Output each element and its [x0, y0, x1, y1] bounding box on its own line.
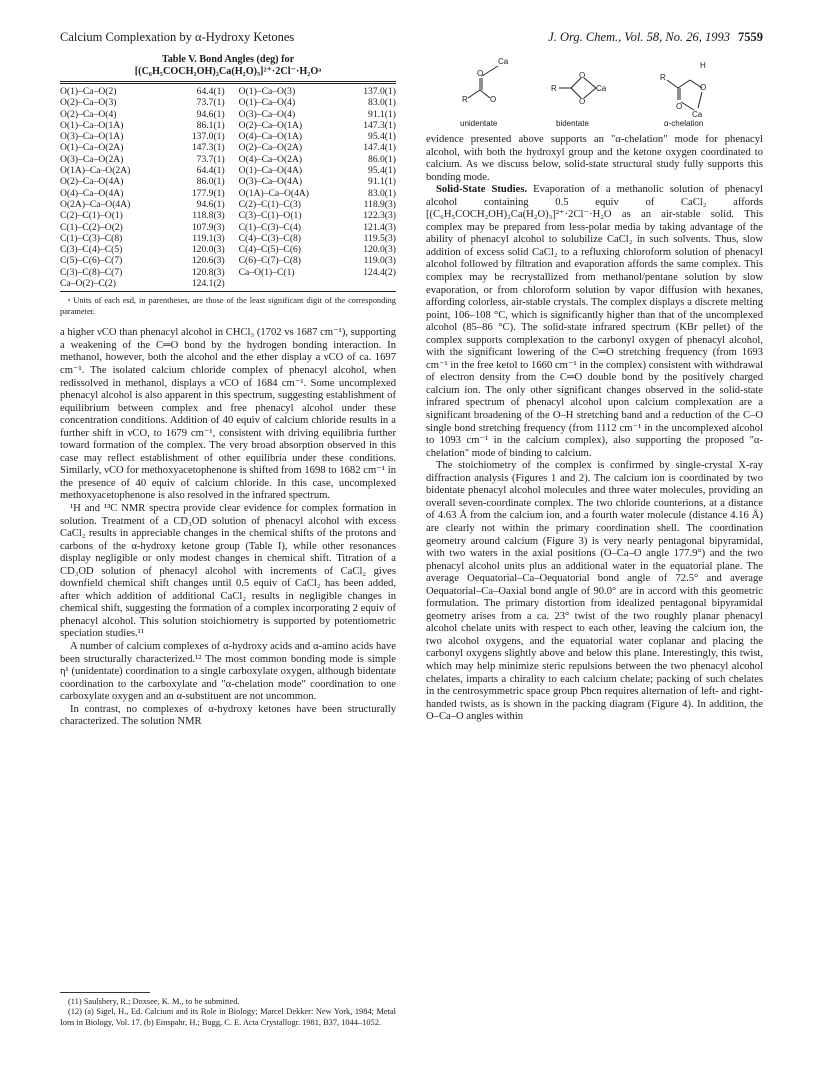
angle-name: Ca–O(1)–C(1) — [238, 266, 295, 278]
running-title: Calcium Complexation by α-Hydroxy Ketones — [60, 30, 295, 44]
angle-name: C(3)–C(8)–C(7) — [60, 266, 123, 278]
angle-value: 120.0(3) — [191, 244, 225, 256]
angle-name: C(3)–C(4)–C(5) — [60, 244, 123, 256]
angle-name: C(6)–C(7)–C(8) — [238, 255, 302, 267]
table-bottom-rule — [60, 291, 396, 292]
angle-name: O(1)–Ca–O(2) — [60, 86, 117, 97]
angle-name: O(3)–Ca–O(4) — [238, 108, 296, 120]
table-row — [60, 199, 396, 210]
angle-value: 147.3(1) — [363, 119, 396, 131]
angle-name: O(2)–Ca–O(4) — [60, 108, 117, 120]
angle-name: C(1)–C(2)–O(2) — [60, 221, 123, 233]
oxygen-label: O — [490, 95, 497, 104]
r-group-label: R — [660, 73, 666, 82]
angle-name: O(1)–Ca–O(1A) — [60, 119, 124, 131]
angle-name: O(1)–Ca–O(4) — [238, 97, 296, 109]
angle-value: 86.0(1) — [196, 176, 225, 188]
oxygen-label: O — [579, 71, 586, 80]
binding-mode-scheme — [426, 52, 763, 132]
angle-value: 121.4(3) — [363, 221, 396, 233]
table-row — [60, 188, 396, 199]
paragraph: In contrast, no complexes of α-hydroxy ketones have been structurally characterized. The solution NMR — [60, 703, 396, 728]
table-row — [60, 97, 396, 108]
angle-name: O(4)–Ca–O(1A) — [238, 131, 303, 143]
table-row — [60, 255, 396, 266]
angle-value: 120.8(3) — [191, 266, 225, 278]
paragraph: The stoichiometry of the complex is confirmed by single-crystal X-ray diffraction analysis (Figures 1 and 2). The calcium ion is coordinated by two bidentate phenacyl alcohol molecules and three water molecules, providing an overall seven-coordinate complex. The two chloride counterions, at a distance of 4.63 Å from the calcium ion, and a fourth water molecule (distance 4.16 Å) are clearly not within the primary coordination shell. The coordination geometry around calcium (Figure 3) is very nearly pentagonal bipyramidal, with two waters in the axial positions (O–Ca–O angle 177.9°) and the two phenacyl alcohol units plus an additional water in the equatorial plane. The average Oequatorial–Ca–Oequatorial bond angle of 72.5° and average Oequatorial–Ca–Oaxial bond angle of 90.0° are in accord with this geometric formulation. The primary distortion from idealized pentagonal bipyramidal geometry arises from a ca. 23° twist of the two roughly planar phenacyl alcohol chelate units with respect to each other, leaving the calcium ion, the two alcohol oxygens, and the equatorial water coplanar and placing the carbonyl oxygens slightly above and below this plane. Interestingly, this twist, which may help minimize steric repulsions between the two phenacyl alcohol chelates, imparts a chirality to each calcium chelate; packing of such chelates in the centrosymmetric space group Pbcn requires alternation of left- and right-handed twists, as is shown in the packing diagram (Figure 4). In addition, the O–Ca–O angles within — [426, 460, 763, 723]
references — [60, 992, 396, 1028]
angle-value: 95.4(1) — [368, 131, 396, 143]
right-body-text — [426, 134, 763, 724]
angle-value: 83.0(1) — [368, 187, 396, 199]
angle-value: 119.1(3) — [192, 232, 225, 244]
angle-name: C(2)–C(1)–C(3) — [238, 198, 302, 210]
angle-value: 120.6(3) — [191, 255, 225, 267]
oxygen-label: O — [700, 83, 707, 92]
angle-value: 73.7(1) — [196, 153, 225, 165]
angle-value: 122.3(3) — [363, 210, 396, 222]
paragraph: a higher νCO than phenacyl alcohol in CHCl₃ (1702 vs 1687 cm⁻¹), supporting a weakening of the C═O bond by the hydrogen bonding interaction. In methanol, however, both the alcohol and the ether display a νCO of ca. 1697 cm⁻¹. The isolated calcium chloride complex of phenacyl alcohol, when redissolved in methanol, displays a νCO of 1684 cm⁻¹. Some uncomplexed phenacyl alcohol is also apparent in this spectrum, suggesting establishment of equilibrium between complex and free phenacyl alcohol under these concentration conditions. Addition of 40 equiv of calcium chloride results in a further shift in νCO, to 1679 cm⁻¹, consistent with driving equilibria further toward formation of the complex. The very broad absorption observed in this case may reflect establishment of other equilibria under these conditions. Similarly, νCO for methoxyacetophenone is shifted from 1698 to 1682 cm⁻¹ in the presence of 40 equiv of calcium chloride. In this case, uncomplexed methoxyacetophenone is also resolved in the infrared spectrum. — [60, 327, 396, 502]
table-row — [60, 210, 396, 221]
angle-name: C(1)–C(3)–C(4) — [238, 221, 302, 233]
table-row — [60, 244, 396, 255]
angle-name: O(2)–Ca–O(3) — [60, 97, 117, 109]
angle-value: 137.0(1) — [191, 131, 225, 143]
angle-value: 91.1(1) — [368, 108, 396, 120]
angle-name: C(2)–C(1)–O(1) — [60, 210, 123, 222]
angle-name: O(3)–Ca–O(4A) — [238, 176, 303, 188]
angle-name: C(5)–C(6)–C(7) — [60, 255, 123, 267]
table-top-rule — [60, 81, 396, 84]
reference-12: (12) (a) Sigel, H., Ed. Calcium and its Role in Biology; Marcel Dekker: New York, 1984; Metal Ions in Biology, Vol. 17. (b) Einspahr, H.; Bugg, C. E. Acta Crystallogr. 1981, B37, 1044–1052. — [60, 1007, 396, 1027]
oxygen-label: O — [579, 97, 586, 106]
angle-name: C(3)–C(1)–O(1) — [238, 210, 302, 222]
table-row — [60, 222, 396, 233]
angle-name: C(4)–C(3)–C(8) — [238, 232, 302, 244]
table-formula: [(C₆H₅COCH₂OH)₂Ca(H₂O)₃]²⁺·2Cl⁻·H₂Oᵃ — [134, 66, 322, 77]
angle-value — [346, 278, 396, 289]
paragraph: evidence presented above supports an "α-chelation" mode for phenacyl alcohol, with both the hydroxyl group and the ketone oxygen coordinated to calcium. As we discuss below, solid-state structural study fully supports this bonding mode. — [426, 134, 763, 183]
table-footnote: ᵃ Units of each esd, in parentheses, are those of the least significant digit of the corresponding parameter. — [60, 296, 396, 316]
section-heading: Solid-State Studies. — [436, 184, 528, 196]
label-bidentate: bidentate — [556, 119, 589, 128]
angle-value: 73.7(1) — [196, 97, 225, 109]
angle-name: O(1)–Ca–O(2A) — [60, 142, 124, 154]
angle-name: O(1)–Ca–O(3) — [238, 86, 296, 97]
journal-citation — [548, 30, 763, 45]
reference-11: (11) Saulsbery, R.; Doxsee, K. M., to be submitted. — [68, 997, 240, 1006]
table-row — [60, 176, 396, 187]
angle-name: Ca–O(2)–C(2) — [60, 278, 116, 290]
angle-name: O(2)–Ca–O(1A) — [238, 119, 303, 131]
angle-value: 118.9(3) — [363, 198, 396, 210]
angle-value: 177.9(1) — [191, 187, 225, 199]
angle-value: 64.4(1) — [196, 86, 225, 97]
angle-value: 86.1(1) — [196, 119, 225, 131]
angle-value: 64.4(1) — [196, 165, 225, 177]
angle-value: 83.0(1) — [368, 97, 396, 109]
angle-name: O(3)–Ca–O(2A) — [60, 153, 124, 165]
angle-value: 137.0(1) — [363, 86, 396, 97]
angle-name: O(2)–Ca–O(2A) — [238, 142, 303, 154]
angle-name: O(3)–Ca–O(1A) — [60, 131, 124, 143]
label-alpha-chelation: α-chelation — [664, 119, 704, 128]
angle-value: 94.6(1) — [196, 198, 225, 210]
hydrogen-label: H — [700, 61, 706, 70]
solid-state-paragraph — [426, 184, 763, 460]
table-row — [60, 131, 396, 142]
angle-value: 119.0(3) — [363, 255, 396, 267]
angle-value: 120.0(3) — [363, 244, 396, 256]
calcium-label: Ca — [498, 57, 509, 66]
table-row — [60, 165, 396, 176]
angle-value: 94.6(1) — [196, 108, 225, 120]
table-row — [60, 86, 396, 97]
angle-name: O(2A)–Ca–O(4A) — [60, 198, 131, 210]
table-row — [60, 142, 396, 153]
angle-value: 95.4(1) — [368, 165, 396, 177]
oxygen-label: O — [676, 102, 683, 111]
angle-value: 91.1(1) — [368, 176, 396, 188]
table-row — [60, 109, 396, 120]
angle-value: 119.5(3) — [363, 232, 396, 244]
angle-value: 147.4(1) — [363, 142, 396, 154]
angle-name: O(1A)–Ca–O(2A) — [60, 165, 131, 177]
page-header — [60, 30, 763, 48]
angle-value: 107.9(3) — [191, 221, 225, 233]
angle-value: 118.8(3) — [192, 210, 225, 222]
angle-value: 147.3(1) — [191, 142, 225, 154]
angle-name: C(1)–C(3)–C(8) — [60, 232, 123, 244]
calcium-label: Ca — [692, 110, 703, 119]
paragraph: ¹H and ¹³C NMR spectra provide clear evidence for complex formation in solution. Treatment of a CD₃OD solution of phenacyl alcohol with excess CaCl₂ results in appreciable changes in the chemical shifts of the protons and carbons of the α-hydroxy ketone group (Table I), while other resonances display negligible or only modest changes in chemical shift. Titration of a CD₃OD solution of phenacyl alcohol with increments of CaCl₂ gives downfield chemical shift changes until 0.5 equiv of CaCl₂ has been added, after which addition of additional CaCl₂ results in negligible changes in chemical shift, suggesting the formation of a complex incorporating 2 equiv of phenacyl alcohol. This solution stoichiometry is supported by potentiometric speciation studies.¹¹ — [60, 503, 396, 640]
table-title: Table V. Bond Angles (deg) for — [161, 54, 295, 65]
table-row — [60, 120, 396, 131]
angle-name: C(4)–C(5)–C(6) — [238, 244, 302, 256]
table-row — [60, 233, 396, 244]
angle-value: 124.4(2) — [363, 266, 396, 278]
angle-name: O(4)–Ca–O(2A) — [238, 153, 303, 165]
r-group-label: R — [462, 95, 468, 104]
left-body-text — [60, 327, 396, 729]
angle-name: O(4)–Ca–O(4A) — [60, 187, 124, 199]
oxygen-label: O — [477, 69, 484, 78]
angle-name: O(2)–Ca–O(4A) — [60, 176, 124, 188]
angle-name — [239, 278, 346, 289]
page-number: 7559 — [738, 30, 763, 44]
angle-name: O(1)–Ca–O(4A) — [238, 165, 303, 177]
calcium-label: Ca — [596, 84, 607, 93]
journal-name: J. Org. Chem., Vol. 58, No. 26, 1993 — [548, 30, 730, 44]
table-row — [60, 267, 396, 278]
bond-angle-table — [60, 86, 396, 289]
left-column — [60, 52, 396, 729]
table-row — [60, 278, 396, 289]
paragraph: A number of calcium complexes of α-hydroxy acids and α-amino acids have been structurally characterized.¹² The most common bonding mode is simple η¹ (unidentate) coordination to a single carboxylate oxygen, although bidentate coordination to the carboxylate and "α-chelation mode" coordination to one carboxylate oxygen and an α-substituent are not uncommon. — [60, 641, 396, 703]
angle-value: 86.0(1) — [368, 153, 396, 165]
label-unidentate: unidentate — [460, 119, 498, 128]
table-row — [60, 154, 396, 165]
paragraph-text: Evaporation of a methanolic solution of phenacyl alcohol containing 0.5 equiv of CaCl₂ affords [(C₆H₅COCH₂OH)₂Ca(H₂O)₃]²⁺·2Cl⁻·H₂O as an air-stable solid. This complex may be prepared from less-polar media by taking advantage of the ability of phenacyl alcohol to solubilize CaCl₂ in such solvents. Thus, slow addition of excess solid CaCl₂ to a refluxing chloroform solution of phenacyl alcohol followed by filtration and evaporation affords the same complex. This complex may be recrystallized from methanol/pentane solution by slow evaporation, or from chloroform solution by vapor diffusion with hexanes, affording colorless, air-stable crystals. The complex displays a discrete melting point, 106–108 °C, which is significantly higher than that of the uncomplexed alcohol (85–86 °C). The solid-state infrared spectrum (KBr pellet) of the complex supports complexation to the carbonyl oxygen of phenacyl alcohol, with the significant lowering of the C═O stretching frequency (from 1693 cm⁻¹ in the free ketol to 1660 cm⁻¹ in the complex) consistent with withdrawal of electron density from the C═O double bond by the positively charged calcium ion. The only other significant changes observed in the solid-state infrared spectrum of phenacyl alcohol upon calcium complexation are a significant broadening of the O–H stretching band and a reduction of the C–O single bond stretching frequency (from 1112 cm⁻¹ in the uncomplexed alcohol to 1093 cm⁻¹ in the calcium complex), also supporting the proposed "α-chelation" mode of binding to calcium. — [426, 184, 763, 459]
footnote-divider — [60, 992, 150, 993]
angle-name: O(1A)–Ca–O(4A) — [238, 187, 309, 199]
r-group-label: R — [551, 84, 557, 93]
angle-value: 124.1(2) — [191, 278, 225, 290]
